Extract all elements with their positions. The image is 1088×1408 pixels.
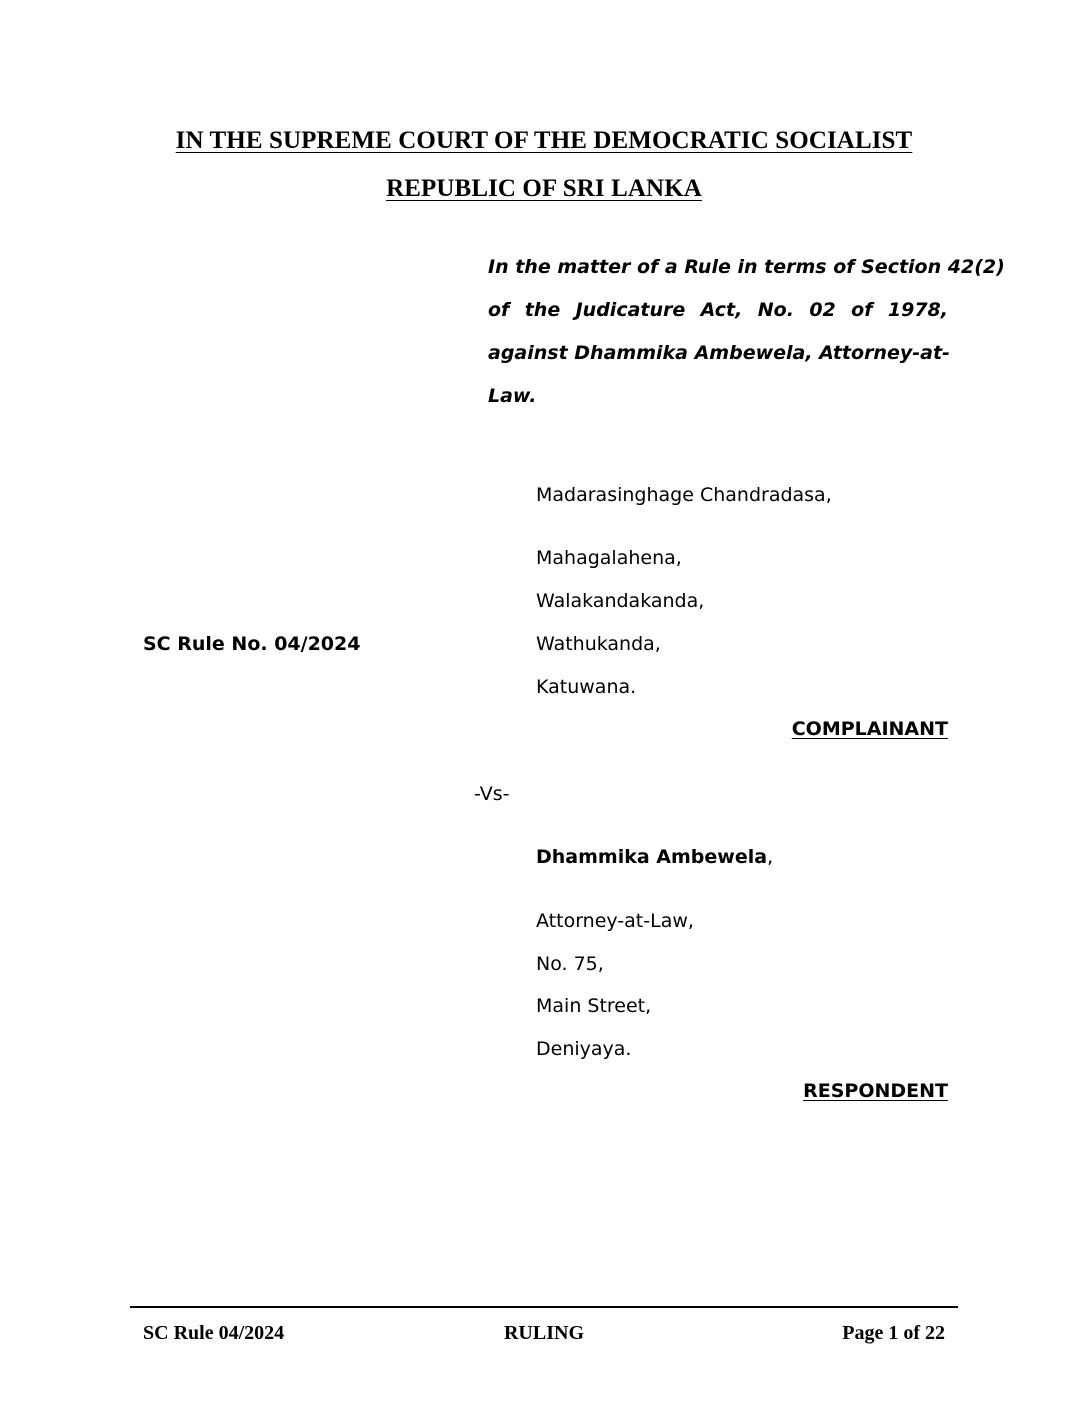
complainant-address-line-4: Katuwana. — [536, 676, 637, 698]
matter-line-4: Law. — [488, 385, 537, 407]
matter-line-1: In the matter of a Rule in terms of Section 42(2) — [488, 256, 1005, 278]
matter-line-3: against Dhammika Ambewela, Attorney-at- — [488, 342, 950, 364]
footer-divider — [130, 1306, 958, 1308]
case-number: SC Rule No. 04/2024 — [143, 633, 361, 655]
respondent-address-line-1: Attorney-at-Law, — [536, 910, 694, 932]
court-title-line-1: IN THE SUPREME COURT OF THE DEMOCRATIC SOCIALIST — [175, 127, 913, 154]
respondent-name-suffix: , — [767, 846, 774, 868]
matter-line-2: of the Judicature Act, No. 02 of 1978, — [488, 299, 948, 321]
complainant-address-line-1: Mahagalahena, — [536, 547, 682, 569]
respondent-address-line-2: No. 75, — [536, 953, 604, 975]
footer-case-reference: SC Rule 04/2024 — [143, 1322, 285, 1344]
complainant-name: Madarasinghage Chandradasa, — [536, 484, 832, 506]
respondent-address-line-3: Main Street, — [536, 995, 652, 1017]
complainant-role-label: COMPLAINANT — [791, 718, 948, 740]
matter-statement — [488, 246, 1005, 418]
respondent-role-label: RESPONDENT — [803, 1080, 948, 1102]
respondent-name-line — [536, 845, 773, 869]
respondent-name: Dhammika Ambewela — [536, 846, 768, 868]
complainant-address-line-2: Walakandakanda, — [536, 590, 705, 612]
respondent-address-line-4: Deniyaya. — [536, 1038, 632, 1060]
court-title-line-2: REPUBLIC OF SRI LANKA — [386, 175, 702, 202]
footer-document-type: RULING — [503, 1322, 584, 1344]
footer-page-number: Page 1 of 22 — [842, 1322, 945, 1344]
versus-label: -Vs- — [474, 783, 510, 805]
complainant-address-line-3: Wathukanda, — [536, 633, 661, 655]
